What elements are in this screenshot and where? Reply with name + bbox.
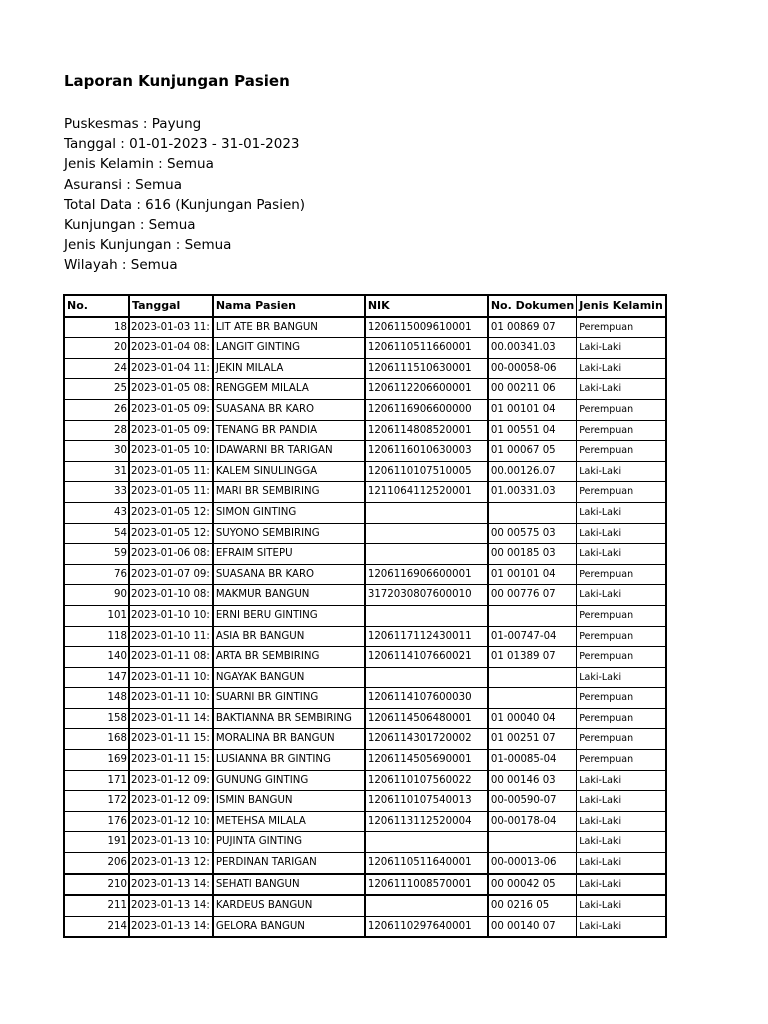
cell-no: 168 [64, 729, 129, 750]
cell-jenis-kelamin: Perempuan [577, 750, 666, 771]
cell-jenis-kelamin: Laki-Laki [577, 544, 666, 565]
cell-tanggal: 2023-01-05 11: [129, 461, 213, 482]
table-body [64, 317, 666, 938]
cell-nik: 1206114506480001 [365, 708, 488, 729]
cell-no: 33 [64, 482, 129, 503]
cell-nama-pasien: RENGGEM MILALA [213, 379, 365, 400]
table-row [64, 916, 666, 937]
cell-nama-pasien: MARI BR SEMBIRING [213, 482, 365, 503]
table-row [64, 441, 666, 462]
cell-nama-pasien: JEKIN MILALA [213, 358, 365, 379]
cell-no: 140 [64, 647, 129, 668]
table-row [64, 874, 666, 896]
cell-jenis-kelamin: Laki-Laki [577, 667, 666, 688]
cell-no-dokumen [488, 502, 577, 523]
header-jenis-kelamin: Jenis Kelamin [577, 295, 666, 317]
cell-tanggal: 2023-01-05 09: [129, 399, 213, 420]
meta-wilayah: Wilayah : Semua [64, 257, 178, 274]
cell-nik: 1206115009610001 [365, 317, 488, 338]
cell-jenis-kelamin: Laki-Laki [577, 585, 666, 606]
cell-nama-pasien: SEHATI BANGUN [213, 874, 365, 896]
cell-no-dokumen [488, 688, 577, 709]
cell-nama-pasien: MORALINA BR BANGUN [213, 729, 365, 750]
table-row [64, 832, 666, 853]
cell-nama-pasien: BAKTIANNA BR SEMBIRING [213, 708, 365, 729]
cell-no-dokumen: 00 0216 05 [488, 895, 577, 916]
cell-nama-pasien: ASIA BR BANGUN [213, 626, 365, 647]
cell-nik: 1206110107540013 [365, 791, 488, 812]
cell-no-dokumen [488, 605, 577, 626]
cell-nama-pasien: LUSIANNA BR GINTING [213, 750, 365, 771]
cell-nama-pasien: LIT ATE BR BANGUN [213, 317, 365, 338]
cell-tanggal: 2023-01-03 11: [129, 317, 213, 338]
cell-nik: 1206110511640001 [365, 853, 488, 874]
cell-tanggal: 2023-01-11 10: [129, 667, 213, 688]
cell-nik: 1206111510630001 [365, 358, 488, 379]
cell-tanggal: 2023-01-05 12: [129, 502, 213, 523]
cell-nik: 1206110297640001 [365, 916, 488, 937]
cell-nik: 1206116010630003 [365, 441, 488, 462]
cell-nik: 1206112206600001 [365, 379, 488, 400]
cell-no-dokumen: 01 00869 07 [488, 317, 577, 338]
cell-tanggal: 2023-01-05 08: [129, 379, 213, 400]
cell-nik: 1206117112430011 [365, 626, 488, 647]
cell-no: 101 [64, 605, 129, 626]
table-row [64, 338, 666, 359]
cell-jenis-kelamin: Perempuan [577, 317, 666, 338]
cell-no-dokumen: 01-00747-04 [488, 626, 577, 647]
table-row [64, 420, 666, 441]
cell-nik: 1206110107560022 [365, 770, 488, 791]
cell-nama-pasien: EFRAIM SITEPU [213, 544, 365, 565]
cell-no: 171 [64, 770, 129, 791]
cell-tanggal: 2023-01-07 09: [129, 564, 213, 585]
cell-nama-pasien: KALEM SINULINGGA [213, 461, 365, 482]
cell-no: 59 [64, 544, 129, 565]
cell-no-dokumen: 00-00178-04 [488, 811, 577, 832]
cell-jenis-kelamin: Perempuan [577, 564, 666, 585]
cell-nama-pasien: ARTA BR SEMBIRING [213, 647, 365, 668]
cell-no: 148 [64, 688, 129, 709]
cell-no-dokumen: 01 00551 04 [488, 420, 577, 441]
cell-nama-pasien: MAKMUR BANGUN [213, 585, 365, 606]
cell-tanggal: 2023-01-12 10: [129, 811, 213, 832]
cell-tanggal: 2023-01-05 09: [129, 420, 213, 441]
cell-nik: 1206114301720002 [365, 729, 488, 750]
table-row [64, 358, 666, 379]
table-row [64, 688, 666, 709]
header-tanggal: Tanggal [129, 295, 213, 317]
cell-no: 90 [64, 585, 129, 606]
cell-no: 30 [64, 441, 129, 462]
cell-jenis-kelamin: Laki-Laki [577, 461, 666, 482]
cell-jenis-kelamin: Perempuan [577, 626, 666, 647]
cell-nama-pasien: SIMON GINTING [213, 502, 365, 523]
table-row [64, 791, 666, 812]
cell-tanggal: 2023-01-05 10: [129, 441, 213, 462]
cell-no-dokumen: 01 00101 04 [488, 564, 577, 585]
cell-nik: 1206113112520004 [365, 811, 488, 832]
cell-nama-pasien: PUJINTA GINTING [213, 832, 365, 853]
cell-no-dokumen: 01 01389 07 [488, 647, 577, 668]
table-row [64, 399, 666, 420]
cell-no: 31 [64, 461, 129, 482]
cell-nama-pasien: GUNUNG GINTING [213, 770, 365, 791]
header-no-dokumen: No. Dokumen [488, 295, 577, 317]
cell-nama-pasien: NGAYAK BANGUN [213, 667, 365, 688]
cell-jenis-kelamin: Laki-Laki [577, 832, 666, 853]
cell-no: 158 [64, 708, 129, 729]
cell-nama-pasien: GELORA BANGUN [213, 916, 365, 937]
cell-nik: 1206116906600001 [365, 564, 488, 585]
cell-no-dokumen: 01 00040 04 [488, 708, 577, 729]
cell-nik: 1211064112520001 [365, 482, 488, 503]
cell-nik [365, 832, 488, 853]
table-row [64, 379, 666, 400]
cell-tanggal: 2023-01-11 10: [129, 688, 213, 709]
cell-no: 172 [64, 791, 129, 812]
cell-tanggal: 2023-01-13 14: [129, 874, 213, 896]
cell-nik: 1206111008570001 [365, 874, 488, 896]
cell-tanggal: 2023-01-10 08: [129, 585, 213, 606]
cell-nama-pasien: KARDEUS BANGUN [213, 895, 365, 916]
header-nik: NIK [365, 295, 488, 317]
cell-no-dokumen: 01-00085-04 [488, 750, 577, 771]
cell-jenis-kelamin: Laki-Laki [577, 895, 666, 916]
table-row [64, 317, 666, 338]
cell-nik: 1206114107600030 [365, 688, 488, 709]
cell-nik: 3172030807600010 [365, 585, 488, 606]
cell-jenis-kelamin: Laki-Laki [577, 338, 666, 359]
cell-no: 210 [64, 874, 129, 896]
cell-no-dokumen: 00 00575 03 [488, 523, 577, 544]
cell-tanggal: 2023-01-11 14: [129, 708, 213, 729]
table-row [64, 502, 666, 523]
cell-nama-pasien: SUASANA BR KARO [213, 564, 365, 585]
cell-no-dokumen: 00 00185 03 [488, 544, 577, 565]
cell-jenis-kelamin: Laki-Laki [577, 770, 666, 791]
table-row [64, 605, 666, 626]
report-title: Laporan Kunjungan Pasien [64, 72, 290, 90]
cell-nik [365, 667, 488, 688]
cell-no: 214 [64, 916, 129, 937]
cell-no: 169 [64, 750, 129, 771]
cell-no-dokumen: 00-00013-06 [488, 853, 577, 874]
meta-kunjungan: Kunjungan : Semua [64, 216, 196, 233]
cell-no: 118 [64, 626, 129, 647]
cell-nama-pasien: TENANG BR PANDIA [213, 420, 365, 441]
cell-jenis-kelamin: Perempuan [577, 399, 666, 420]
cell-no-dokumen: 00 00140 07 [488, 916, 577, 937]
table-row [64, 708, 666, 729]
table-row [64, 729, 666, 750]
cell-nama-pasien: PERDINAN TARIGAN [213, 853, 365, 874]
cell-tanggal: 2023-01-04 08: [129, 338, 213, 359]
meta-puskesmas: Puskesmas : Payung [64, 116, 202, 132]
cell-tanggal: 2023-01-06 08: [129, 544, 213, 565]
cell-no: 18 [64, 317, 129, 338]
cell-jenis-kelamin: Laki-Laki [577, 916, 666, 937]
cell-no: 191 [64, 832, 129, 853]
cell-no-dokumen: 00 00776 07 [488, 585, 577, 606]
table-row [64, 667, 666, 688]
cell-nama-pasien: LANGIT GINTING [213, 338, 365, 359]
cell-no-dokumen: 00 00042 05 [488, 874, 577, 896]
table-row [64, 626, 666, 647]
meta-jenis-kelamin: Jenis Kelamin : Semua [64, 156, 214, 173]
cell-jenis-kelamin: Laki-Laki [577, 379, 666, 400]
cell-no: 25 [64, 379, 129, 400]
cell-no: 54 [64, 523, 129, 544]
cell-tanggal: 2023-01-04 11: [129, 358, 213, 379]
meta-total-data: Total Data : 616 (Kunjungan Pasien) [64, 196, 306, 213]
meta-tanggal: Tanggal : 01-01-2023 - 31-01-2023 [64, 136, 300, 153]
cell-nama-pasien: SUYONO SEMBIRING [213, 523, 365, 544]
meta-asuransi: Asuransi : Semua [64, 176, 182, 193]
cell-jenis-kelamin: Laki-Laki [577, 358, 666, 379]
cell-tanggal: 2023-01-13 14: [129, 916, 213, 937]
cell-nik [365, 502, 488, 523]
cell-jenis-kelamin: Perempuan [577, 605, 666, 626]
cell-no: 76 [64, 564, 129, 585]
cell-tanggal: 2023-01-11 15: [129, 729, 213, 750]
cell-no-dokumen: 00.00341.03 [488, 338, 577, 359]
table-row [64, 544, 666, 565]
cell-no-dokumen: 01.00331.03 [488, 482, 577, 503]
table-row [64, 585, 666, 606]
cell-nama-pasien: SUARNI BR GINTING [213, 688, 365, 709]
cell-no: 43 [64, 502, 129, 523]
cell-nik: 1206110107510005 [365, 461, 488, 482]
cell-no-dokumen: 00-00058-06 [488, 358, 577, 379]
cell-nik: 1206114808520001 [365, 420, 488, 441]
cell-tanggal: 2023-01-05 12: [129, 523, 213, 544]
cell-tanggal: 2023-01-10 10: [129, 605, 213, 626]
cell-tanggal: 2023-01-13 10: [129, 832, 213, 853]
cell-nama-pasien: ERNI BERU GINTING [213, 605, 365, 626]
cell-tanggal: 2023-01-11 15: [129, 750, 213, 771]
cell-nik: 1206116906600000 [365, 399, 488, 420]
cell-no: 176 [64, 811, 129, 832]
cell-jenis-kelamin: Laki-Laki [577, 811, 666, 832]
cell-nama-pasien: METEHSA MILALA [213, 811, 365, 832]
cell-no-dokumen: 01 00101 04 [488, 399, 577, 420]
table-row [64, 853, 666, 874]
header-no: No. [64, 295, 129, 317]
cell-jenis-kelamin: Laki-Laki [577, 791, 666, 812]
cell-tanggal: 2023-01-05 11: [129, 482, 213, 503]
cell-tanggal: 2023-01-13 14: [129, 895, 213, 916]
cell-no: 211 [64, 895, 129, 916]
cell-nik: 1206114107660021 [365, 647, 488, 668]
table-row [64, 895, 666, 916]
cell-no: 20 [64, 338, 129, 359]
table-row [64, 647, 666, 668]
cell-no-dokumen: 00.00126.07 [488, 461, 577, 482]
cell-no: 24 [64, 358, 129, 379]
table-header-row [64, 295, 666, 317]
cell-jenis-kelamin: Perempuan [577, 482, 666, 503]
cell-jenis-kelamin: Laki-Laki [577, 874, 666, 896]
meta-jenis-kunjungan: Jenis Kunjungan : Semua [64, 237, 232, 254]
cell-jenis-kelamin: Perempuan [577, 441, 666, 462]
cell-nik: 1206114505690001 [365, 750, 488, 771]
cell-jenis-kelamin: Perempuan [577, 420, 666, 441]
cell-nik [365, 544, 488, 565]
cell-nik: 1206110511660001 [365, 338, 488, 359]
cell-no-dokumen: 01 00067 05 [488, 441, 577, 462]
cell-nama-pasien: ISMIN BANGUN [213, 791, 365, 812]
table-row [64, 770, 666, 791]
cell-no: 147 [64, 667, 129, 688]
cell-nama-pasien: IDAWARNI BR TARIGAN [213, 441, 365, 462]
cell-nama-pasien: SUASANA BR KARO [213, 399, 365, 420]
cell-nik [365, 605, 488, 626]
cell-jenis-kelamin: Perempuan [577, 647, 666, 668]
cell-jenis-kelamin: Perempuan [577, 708, 666, 729]
cell-no: 28 [64, 420, 129, 441]
cell-jenis-kelamin: Laki-Laki [577, 523, 666, 544]
cell-no-dokumen [488, 667, 577, 688]
cell-tanggal: 2023-01-13 12: [129, 853, 213, 874]
cell-tanggal: 2023-01-12 09: [129, 791, 213, 812]
table-row [64, 482, 666, 503]
header-nama-pasien: Nama Pasien [213, 295, 365, 317]
cell-no-dokumen: 00-00590-07 [488, 791, 577, 812]
cell-jenis-kelamin: Perempuan [577, 729, 666, 750]
table-row [64, 750, 666, 771]
cell-nik [365, 895, 488, 916]
cell-jenis-kelamin: Laki-Laki [577, 853, 666, 874]
cell-jenis-kelamin: Laki-Laki [577, 502, 666, 523]
cell-tanggal: 2023-01-10 11: [129, 626, 213, 647]
cell-no-dokumen [488, 832, 577, 853]
cell-no-dokumen: 01 00251 07 [488, 729, 577, 750]
table-row [64, 523, 666, 544]
cell-no-dokumen: 00 00211 06 [488, 379, 577, 400]
table-row [64, 811, 666, 832]
cell-nik [365, 523, 488, 544]
cell-no-dokumen: 00 00146 03 [488, 770, 577, 791]
cell-tanggal: 2023-01-12 09: [129, 770, 213, 791]
table-row [64, 564, 666, 585]
cell-tanggal: 2023-01-11 08: [129, 647, 213, 668]
cell-no: 206 [64, 853, 129, 874]
report-meta [64, 114, 305, 276]
visit-table [63, 294, 667, 938]
table-row [64, 461, 666, 482]
cell-no: 26 [64, 399, 129, 420]
cell-jenis-kelamin: Perempuan [577, 688, 666, 709]
